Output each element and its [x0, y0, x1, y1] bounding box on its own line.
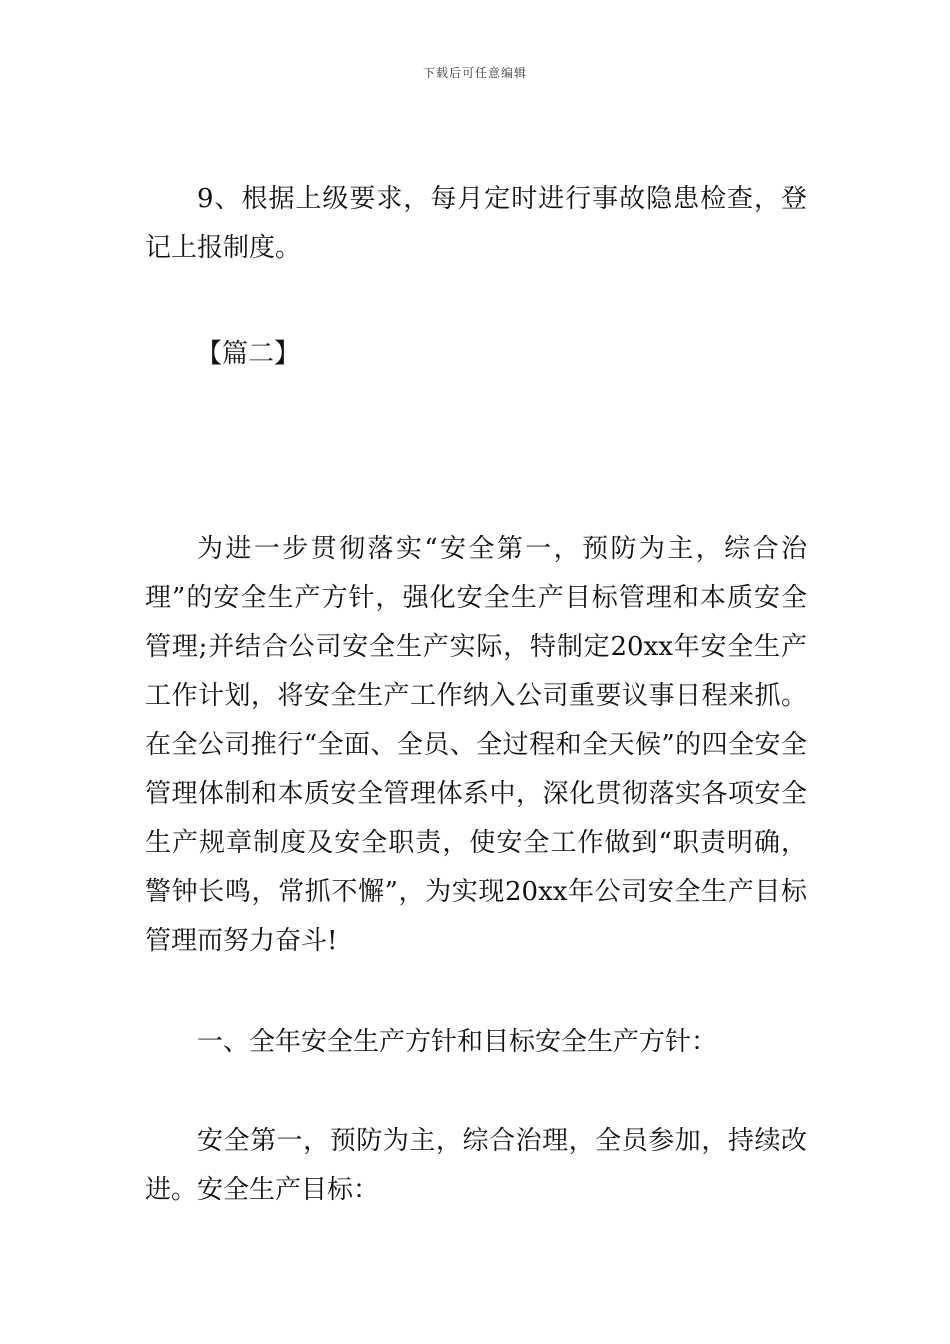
page-header-note: 下载后可任意编辑 [422, 66, 527, 80]
heading-policy-goals: 一、全年安全生产方针和目标安全生产方针： [197, 1027, 718, 1057]
paragraph-item-9: 9、根据上级要求，每月定时进行事故隐患检查，登记上报制度。 [145, 184, 807, 263]
paragraph-intro: 为进一步贯彻落实“安全第一，预防为主，综合治理”的安全生产方针，强化安全生产目标管理和本质安全管理;并结合公司安全生产实际，特制定20xx年安全生产工作计划，将安全生产工作纳入公司重要议事日程来抓。在全公司推行“全面、全员、全过程和全天候”的四全安全管理体制和本质安全管理体系中，深化贯彻落实各项安全生产规章制度及安全职责，使安全工作做到“职责明确，警钟长鸣，常抓不懈”，为实现20xx年公司安全生产目标管理而努力奋斗! [145, 534, 807, 956]
section-title: 【篇二】 [196, 339, 301, 369]
paragraph-policy: 安全第一，预防为主，综合治理，全员参加，持续改进。安全生产目标： [145, 1126, 807, 1205]
